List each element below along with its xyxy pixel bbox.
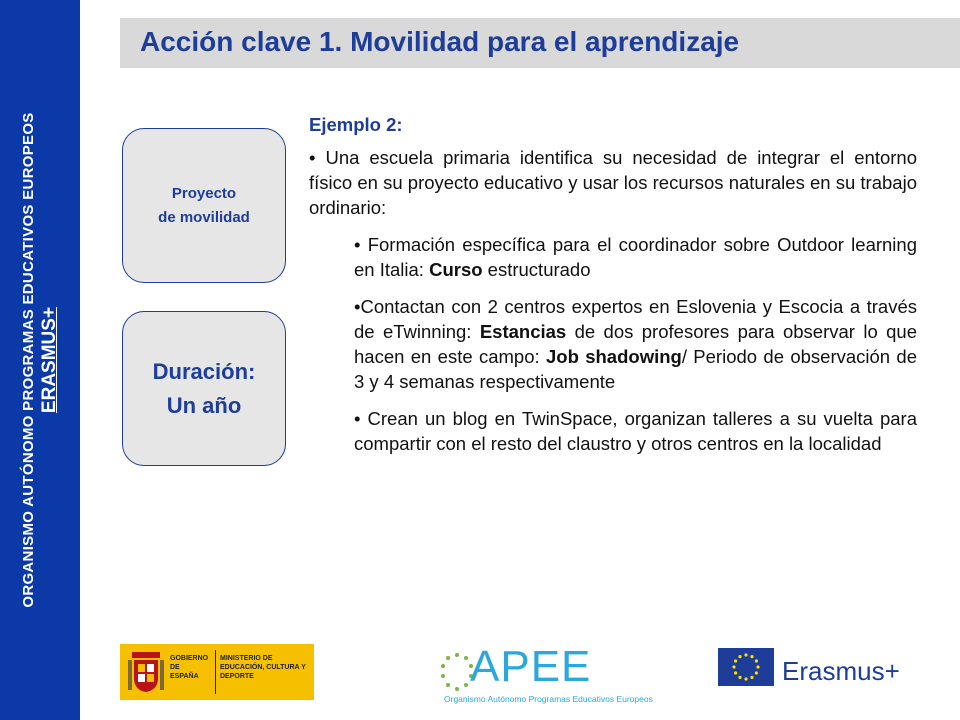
sidebar bbox=[0, 0, 80, 720]
course-keyword: Curso bbox=[429, 259, 483, 280]
job-shadowing-keyword: Job shadowing bbox=[545, 346, 682, 367]
gobierno-logo bbox=[120, 644, 314, 700]
project-card bbox=[122, 128, 286, 283]
apee-wordmark: APEE bbox=[470, 642, 592, 691]
bullet-training: • Formación específica para el coordinador sobre Outdoor learning en Italia: Curso estructurado bbox=[354, 234, 917, 280]
coat-of-arms-icon bbox=[126, 650, 166, 694]
stays-keyword: Estancias bbox=[479, 321, 567, 342]
bullet-training-suffix: estructurado bbox=[482, 259, 591, 280]
title-bar bbox=[120, 18, 960, 68]
erasmus-wordmark: Erasmus+ bbox=[782, 656, 900, 686]
eu-flag-icon bbox=[718, 648, 774, 686]
organization-name: ORGANISMO AUTÓNOMO PROGRAMAS EDUCATIVOS EUROPEOS bbox=[20, 112, 37, 608]
bullet-blog: • Crean un blog en TwinSpace, organizan talleres a su vuelta para compartir con el resto del claustro y otros centros en la localidad bbox=[354, 408, 917, 454]
example-label: Ejemplo 2: bbox=[309, 114, 403, 135]
bullet-contacts: •Contactan con 2 centros expertos en Eslovenia y Escocia a través de eTwinning: Estancias de dos profesores para observar lo que hacen en este campo: Job shadowing/ Periodo de observación de 3 y 4 semanas respectivamente bbox=[354, 296, 918, 392]
gobierno-text: GOBIERNO DE ESPAÑA bbox=[170, 655, 209, 680]
bullet-contacts-suffix: / Periodo de observación de 3 y 4 semanas respectivamente bbox=[354, 346, 918, 392]
program-name: ERASMUS+ bbox=[39, 306, 60, 414]
footer-logos bbox=[80, 630, 960, 720]
apee-logo bbox=[440, 642, 653, 708]
duration-card bbox=[122, 311, 286, 466]
gobierno-divider bbox=[215, 650, 216, 694]
duration-label: Duración: bbox=[152, 358, 256, 384]
project-card-line2: de movilidad bbox=[158, 208, 250, 226]
project-card-line1: Proyecto bbox=[171, 184, 237, 202]
erasmus-logo bbox=[718, 644, 918, 700]
sidebar-vertical-text bbox=[19, 10, 61, 710]
example-content bbox=[309, 112, 917, 468]
bullet-blog-text: Crean un blog en TwinSpace, organizan talleres a su vuelta para compartir con el resto del claustro y otros centros en la localidad bbox=[354, 408, 917, 454]
apee-stars-icon bbox=[440, 652, 474, 692]
ministerio-text: MINISTERIO DE EDUCACIÓN, CULTURA Y DEPORTE bbox=[220, 655, 306, 680]
apee-subtitle: Organismo Autónomo Programas Educativos Europeos bbox=[444, 694, 653, 704]
bullet-contacts-middle: de dos profesores para observar lo que hacen en este campo: bbox=[354, 321, 917, 367]
bullet-contacts-text: Contactan con 2 centros expertos en Eslovenia y Escocia a través de eTwinning: bbox=[354, 296, 917, 342]
duration-value: Un año bbox=[166, 392, 242, 418]
intro-text: Una escuela primaria identifica su necesidad de integrar el entorno físico en su proyecto educativo y usar los recursos naturales en su trabajo ordinario: bbox=[309, 147, 917, 218]
page-title: Acción clave 1. Movilidad para el aprendizaje bbox=[140, 26, 740, 57]
bullet-training-text: Formación específica para el coordinador sobre Outdoor learning en Italia: bbox=[354, 234, 917, 280]
intro-paragraph: • Una escuela primaria identifica su necesidad de integrar el entorno físico en su proyecto educativo y usar los recursos naturales en su trabajo ordinario: bbox=[309, 147, 917, 218]
